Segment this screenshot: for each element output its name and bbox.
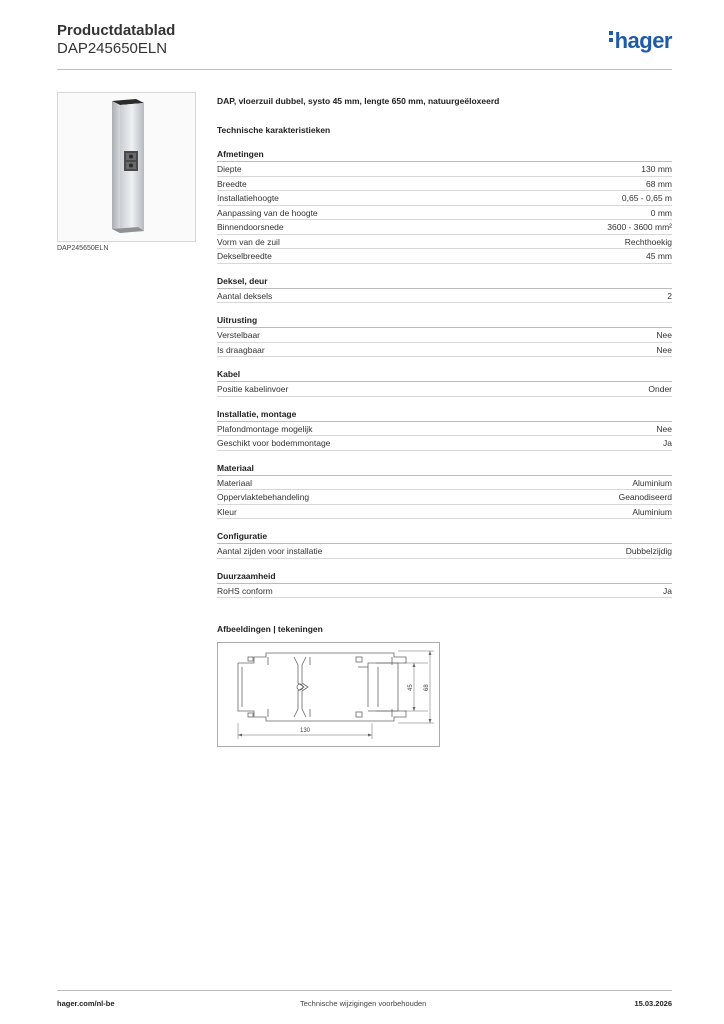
spec-section bbox=[217, 367, 672, 397]
spec-value: 2 bbox=[667, 290, 672, 301]
spec-value: 3600 - 3600 mm² bbox=[607, 222, 672, 232]
dim-width-label: 130 bbox=[300, 728, 311, 734]
cross-section-drawing bbox=[218, 643, 439, 746]
spec-label: Positie kabelinvoer bbox=[217, 384, 289, 394]
spec-value: 68 mm bbox=[646, 178, 672, 189]
dim-height-label: 68 bbox=[424, 684, 430, 691]
spec-content bbox=[217, 95, 672, 608]
spec-label: Breedte bbox=[217, 178, 247, 189]
spec-row bbox=[217, 584, 672, 599]
spec-label: Oppervlaktebehandeling bbox=[217, 492, 310, 502]
logo-dots-icon bbox=[609, 31, 614, 45]
spec-label: Aantal deksels bbox=[217, 290, 273, 301]
spec-row bbox=[217, 235, 672, 250]
footer-disclaimer: Technische wijzigingen voorbehouden bbox=[300, 999, 427, 1008]
page-title: Productdatablad bbox=[57, 22, 176, 39]
spec-value: Rechthoekig bbox=[624, 236, 672, 247]
logo-text: hager bbox=[614, 28, 672, 53]
spec-sections bbox=[217, 147, 672, 598]
dim-inner-label: 45 bbox=[408, 684, 414, 691]
image-caption: DAP245650ELN bbox=[57, 245, 109, 252]
spec-label: Installatiehoogte bbox=[217, 193, 279, 203]
spec-row bbox=[217, 382, 672, 397]
page-header bbox=[57, 22, 672, 70]
spec-row bbox=[217, 505, 672, 520]
spec-value: Geanodiseerd bbox=[618, 492, 672, 502]
spec-label: Verstelbaar bbox=[217, 330, 260, 340]
spec-label: Vorm van de zuil bbox=[217, 236, 280, 247]
spec-row bbox=[217, 177, 672, 192]
spec-row bbox=[217, 544, 672, 559]
product-image bbox=[57, 92, 196, 242]
hager-logo[interactable] bbox=[609, 28, 672, 54]
section-title: Materiaal bbox=[217, 461, 672, 476]
product-description: DAP, vloerzuil dubbel, systo 45 mm, lengte 650 mm, natuurgeëloxeerd bbox=[217, 96, 500, 106]
spec-row bbox=[217, 220, 672, 235]
spec-value: 0 mm bbox=[650, 207, 672, 218]
spec-section bbox=[217, 313, 672, 357]
spec-label: Dekselbreedte bbox=[217, 251, 272, 261]
spec-value: Dubbelzijdig bbox=[625, 546, 672, 556]
section-title: Kabel bbox=[217, 367, 672, 382]
section-title: Afmetingen bbox=[217, 147, 672, 162]
section-title: Duurzaamheid bbox=[217, 569, 672, 584]
spec-label: RoHS conform bbox=[217, 585, 273, 596]
spec-value: 130 mm bbox=[641, 164, 672, 174]
footer-website-link[interactable]: hager.com/nl-be bbox=[57, 999, 115, 1008]
product-code: DAP245650ELN bbox=[57, 40, 168, 57]
spec-label: Binnendoorsnede bbox=[217, 222, 284, 232]
spec-section bbox=[217, 407, 672, 451]
spec-label: Aanpassing van de hoogte bbox=[217, 207, 318, 218]
spec-label: Aantal zijden voor installatie bbox=[217, 546, 323, 556]
spec-label: Is draagbaar bbox=[217, 344, 265, 355]
spec-row bbox=[217, 162, 672, 177]
spec-label: Kleur bbox=[217, 506, 237, 517]
spec-section bbox=[217, 147, 672, 264]
technical-drawing bbox=[217, 642, 440, 747]
spec-section bbox=[217, 569, 672, 599]
spec-row bbox=[217, 422, 672, 437]
section-title: Uitrusting bbox=[217, 313, 672, 328]
spec-row bbox=[217, 476, 672, 491]
page-footer bbox=[57, 990, 672, 1008]
spec-value: Ja bbox=[663, 585, 672, 596]
section-title: Installatie, montage bbox=[217, 407, 672, 422]
spec-label: Materiaal bbox=[217, 477, 252, 488]
spec-value: Nee bbox=[656, 423, 672, 434]
spec-value: Nee bbox=[656, 344, 672, 355]
spec-row bbox=[217, 436, 672, 451]
tech-heading: Technische karakteristieken bbox=[217, 125, 331, 135]
spec-label: Geschikt voor bodemmontage bbox=[217, 438, 331, 448]
spec-value: Aluminium bbox=[632, 506, 672, 517]
spec-section bbox=[217, 274, 672, 304]
spec-value: Nee bbox=[656, 330, 672, 340]
drawings-title: Afbeeldingen | tekeningen bbox=[217, 624, 323, 634]
spec-row bbox=[217, 249, 672, 264]
spec-value: Ja bbox=[663, 438, 672, 448]
spec-row bbox=[217, 191, 672, 206]
spec-row bbox=[217, 328, 672, 343]
spec-row bbox=[217, 490, 672, 505]
section-title: Deksel, deur bbox=[217, 274, 672, 289]
spec-label: Plafondmontage mogelijk bbox=[217, 423, 313, 434]
spec-value: 0,65 - 0,65 m bbox=[621, 193, 672, 203]
spec-label: Diepte bbox=[217, 164, 242, 174]
spec-row bbox=[217, 343, 672, 358]
spec-value: Onder bbox=[648, 384, 672, 394]
spec-section bbox=[217, 529, 672, 559]
floor-column-image bbox=[58, 93, 195, 241]
spec-value: 45 mm bbox=[646, 251, 672, 261]
spec-row bbox=[217, 206, 672, 221]
footer-date: 15.03.2026 bbox=[634, 999, 672, 1008]
spec-section bbox=[217, 461, 672, 520]
spec-value: Aluminium bbox=[632, 477, 672, 488]
spec-row bbox=[217, 289, 672, 304]
section-title: Configuratie bbox=[217, 529, 672, 544]
